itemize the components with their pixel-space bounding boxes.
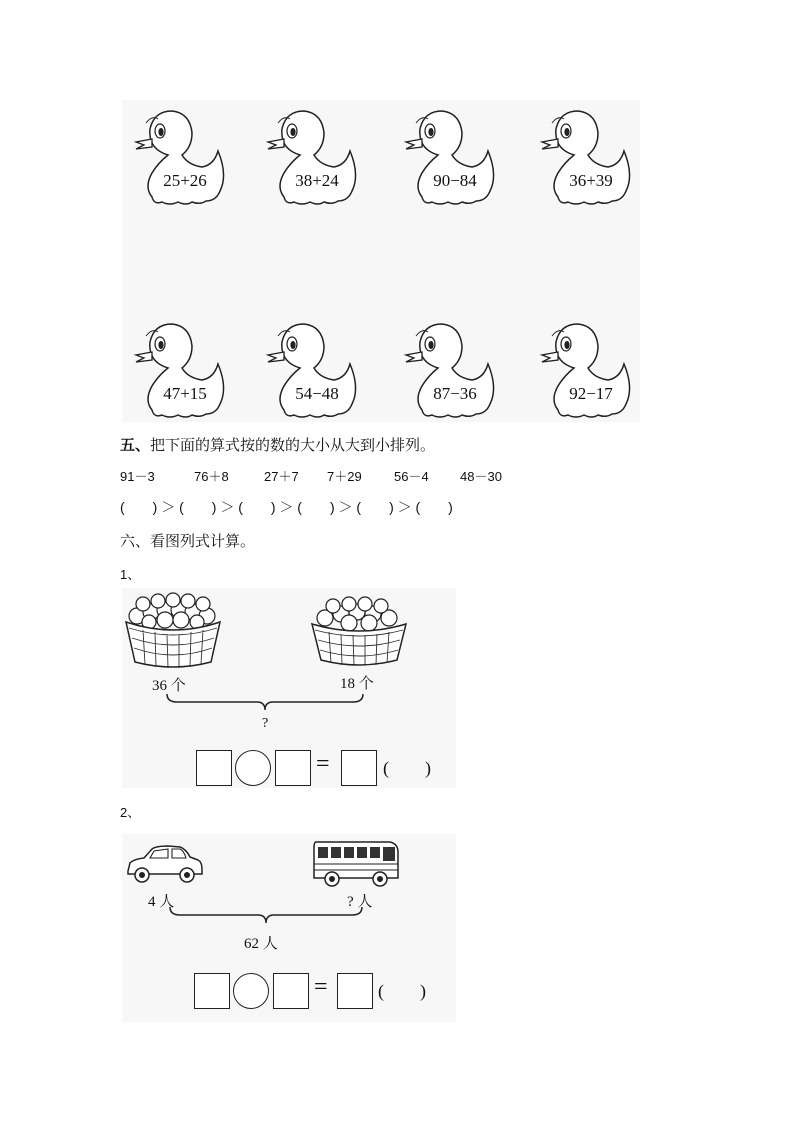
duck-icon [400,105,510,210]
duck-icon [400,318,510,423]
equals-sign: = [316,751,330,777]
section6-number: 六、 [120,532,151,550]
answer-box-2[interactable] [275,750,311,786]
duck-card [130,105,240,210]
answer-box-1[interactable] [196,750,232,786]
duck-expression: 54−48 [295,384,339,403]
order-answer-row[interactable]: ( ) ＞ ( ) ＞ ( ) ＞ ( ) ＞ ( ) ＞ ( ) [120,499,453,515]
duck-card [400,105,510,210]
duck-icon [536,318,646,423]
expression-item: 76＋8 [194,469,229,484]
duck-icon [262,318,372,423]
expression-item: 7＋29 [327,469,362,484]
bus-icon [310,838,402,890]
duck-icon [262,105,372,210]
answer-box-1[interactable] [194,973,230,1009]
apple-basket-right [309,596,409,670]
unit-paren[interactable]: ( ) [378,981,426,1001]
expression-item: 27＋7 [264,469,299,484]
operator-circle[interactable] [233,973,269,1009]
problem1-brace [165,692,365,714]
car-icon [124,843,204,885]
operator-circle[interactable] [235,750,271,786]
section6-title: 看图列式计算。 [150,532,256,550]
duck-icon [130,105,240,210]
section6-heading [120,530,255,551]
problem2-right-count: ? 人 [347,894,373,910]
problem2-left-count: 4 人 [148,894,175,910]
problem1-left-count: 36 个 [152,678,186,694]
duck-icon [536,105,646,210]
expression-item: 56－4 [394,469,429,484]
duck-card [536,318,646,423]
duck-expression: 36+39 [569,171,613,190]
duck-expression: 87−36 [433,384,477,403]
problem2-label: 2、 [120,805,141,820]
duck-expression: 92−17 [569,384,613,403]
expression-item: 91－3 [120,469,155,484]
answer-box-2[interactable] [273,973,309,1009]
problem2-brace [168,905,364,927]
apple-basket-left [123,590,223,672]
problem1-question: ? [262,716,269,731]
duck-expression: 90−84 [433,171,477,190]
answer-box-result[interactable] [341,750,377,786]
unit-paren[interactable]: ( ) [383,758,431,778]
duck-card [262,318,372,423]
section5-heading [120,434,435,455]
problem1-label: 1、 [120,567,141,582]
answer-box-result[interactable] [337,973,373,1009]
section5-title: 把下面的算式按的数的大小从大到小排列。 [150,436,436,454]
duck-expression: 47+15 [163,384,207,403]
section5-number: 五、 [120,436,151,454]
problem2-total: 62 人 [244,936,278,952]
expression-item: 48－30 [460,469,502,484]
duck-expression: 38+24 [295,171,339,190]
duck-expression: 25+26 [163,171,207,190]
duck-card [262,105,372,210]
duck-card [536,105,646,210]
duck-card [130,318,240,423]
duck-icon [130,318,240,423]
equals-sign: = [314,974,328,1000]
duck-card [400,318,510,423]
problem1-right-count: 18 个 [340,676,374,692]
